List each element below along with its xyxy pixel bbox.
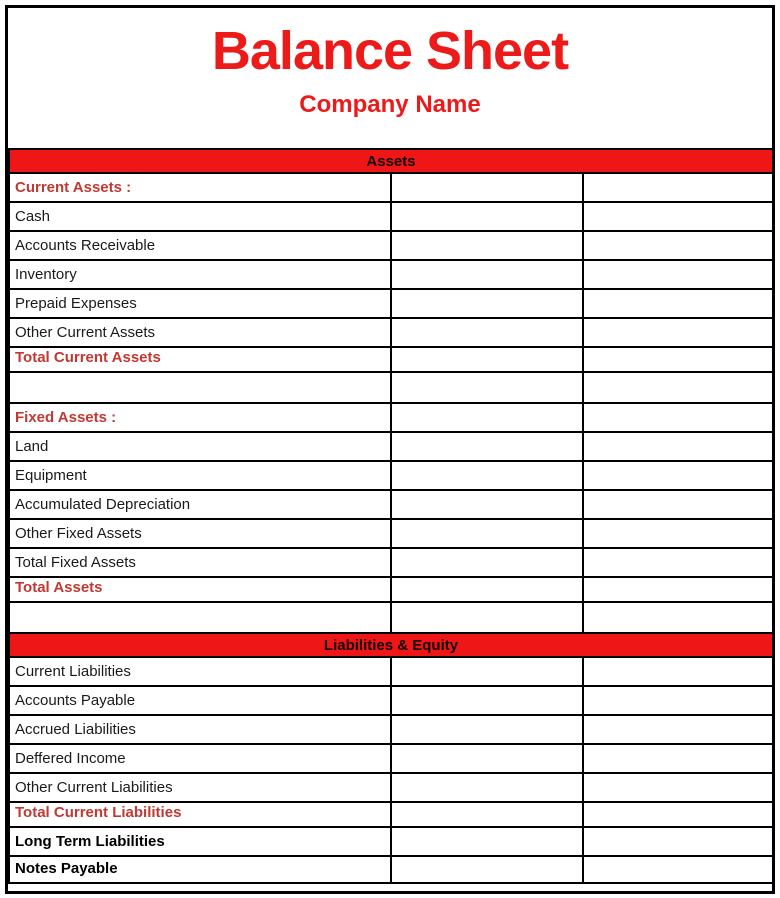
table-row-total-current-assets [9,347,773,372]
value-cell[interactable] [583,548,773,577]
table-row-blank [9,372,773,403]
value-cell[interactable] [391,827,583,856]
table-row [9,744,773,773]
value-cell[interactable] [391,403,583,432]
value-cell[interactable] [583,173,773,202]
value-cell[interactable] [391,548,583,577]
row-label: Accounts Payable [9,686,391,715]
document-frame [5,5,775,894]
table-row [9,686,773,715]
table-row [9,318,773,347]
value-cell[interactable] [391,202,583,231]
value-cell[interactable] [391,657,583,686]
row-label: Other Current Liabilities [9,773,391,802]
section-header-liabilities: Liabilities & Equity [9,633,773,657]
value-cell[interactable] [391,173,583,202]
row-label: Accounts Receivable [9,231,391,260]
value-cell[interactable] [391,744,583,773]
table-row-total-current-liabilities [9,802,773,827]
value-cell[interactable] [583,372,773,403]
value-cell[interactable] [583,827,773,856]
row-label: Total Fixed Assets [9,548,391,577]
company-name: Company Name [299,91,481,119]
value-cell[interactable] [391,490,583,519]
row-label: Accumulated Depreciation [9,490,391,519]
value-cell[interactable] [391,289,583,318]
table-row [9,856,773,883]
value-cell[interactable] [391,773,583,802]
row-label: Equipment [9,461,391,490]
row-label [9,372,391,403]
value-cell[interactable] [391,686,583,715]
value-cell[interactable] [391,715,583,744]
value-cell[interactable] [391,260,583,289]
title-block [8,8,772,148]
value-cell[interactable] [583,490,773,519]
row-label: Prepaid Expenses [9,289,391,318]
value-cell[interactable] [391,802,583,827]
value-cell[interactable] [391,231,583,260]
row-label: Total Assets [9,577,391,602]
value-cell[interactable] [583,432,773,461]
value-cell[interactable] [583,403,773,432]
row-label: Long Term Liabilities [9,827,391,856]
table-row [9,715,773,744]
row-label: Fixed Assets : [9,403,391,432]
table-row [9,490,773,519]
row-label: Land [9,432,391,461]
value-cell[interactable] [391,519,583,548]
value-cell[interactable] [583,602,773,633]
value-cell[interactable] [391,347,583,372]
value-cell[interactable] [391,461,583,490]
value-cell[interactable] [583,686,773,715]
value-cell[interactable] [583,519,773,548]
value-cell[interactable] [583,577,773,602]
value-cell[interactable] [391,318,583,347]
row-label: Inventory [9,260,391,289]
value-cell[interactable] [583,318,773,347]
row-label: Cash [9,202,391,231]
section-header-assets-row [9,149,773,173]
value-cell[interactable] [391,577,583,602]
section-header-liabilities-row [9,633,773,657]
value-cell[interactable] [391,432,583,461]
value-cell[interactable] [583,461,773,490]
value-cell[interactable] [583,856,773,883]
section-header-assets: Assets [9,149,773,173]
value-cell[interactable] [391,856,583,883]
table-row-total-assets [9,577,773,602]
balance-sheet-table [8,148,774,884]
table-row [9,461,773,490]
table-row [9,202,773,231]
row-label: Other Current Assets [9,318,391,347]
value-cell[interactable] [583,231,773,260]
row-label [9,602,391,633]
table-row [9,773,773,802]
row-label: Current Assets : [9,173,391,202]
table-row [9,403,773,432]
table-row [9,260,773,289]
value-cell[interactable] [583,802,773,827]
value-cell[interactable] [583,744,773,773]
table-row [9,173,773,202]
value-cell[interactable] [583,773,773,802]
table-row [9,519,773,548]
value-cell[interactable] [583,657,773,686]
value-cell[interactable] [583,260,773,289]
row-label: Total Current Assets [9,347,391,372]
row-label: Deffered Income [9,744,391,773]
table-row [9,231,773,260]
table-row [9,432,773,461]
table-row-blank [9,602,773,633]
value-cell[interactable] [391,372,583,403]
page-title: Balance Sheet [211,21,569,81]
row-label: Accrued Liabilities [9,715,391,744]
row-label: Current Liabilities [9,657,391,686]
table-row [9,827,773,856]
row-label: Total Current Liabilities [9,802,391,827]
row-label: Notes Payable [9,856,391,883]
value-cell[interactable] [583,289,773,318]
table-row [9,657,773,686]
table-row [9,289,773,318]
table-row [9,548,773,577]
value-cell[interactable] [391,602,583,633]
value-cell[interactable] [583,202,773,231]
value-cell[interactable] [583,347,773,372]
value-cell[interactable] [583,715,773,744]
row-label: Other Fixed Assets [9,519,391,548]
